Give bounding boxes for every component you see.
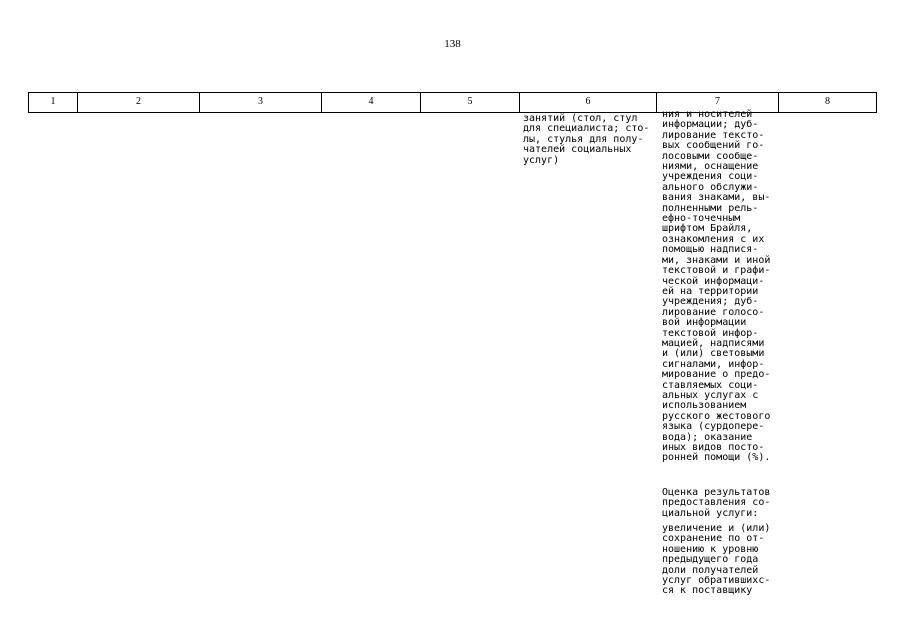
column-header-4: 4 <box>322 93 421 112</box>
column-7-evaluation-heading: Оценка результатов предоставления со- циальной услуги: <box>662 487 771 519</box>
column-header-8: 8 <box>825 96 830 107</box>
column-7-evaluation-text: увеличение и (или) сохранение по от- ношению к уровню предыдущего года доли получателей услуг обратившихс- ся к поставщику <box>662 523 771 597</box>
column-7-text-block: ния и носителей информации; дуб- лирование тексто- вых сообщений го- лосовыми сообще- ниями, оснащение учреждения соци- ального обслужи- вания знаками, вы- полненными рель- ефно-точечным шрифтом Брайля, ознакомления с их помощью надпися- ми, знаками и иной текстовой и графи- ческой информаци- ей на территории учреждения; дуб- лирование голосо- вой информации текстовой инфор- мацией, надписями и (или) световыми сигналами, инфор- мирование о предо- ставляемых соци- альных услугах с использованием русского жестового языка (сурдопере- вода); оказание иных видов посто- ронней помощи (%). <box>662 109 771 464</box>
column-header-5: 5 <box>421 93 520 112</box>
column-header-1: 1 <box>29 93 78 112</box>
column-header-6: 6 <box>520 93 657 112</box>
column-6-text: занятий (стол, стул для специалиста; сто- лы, стулья для полу- чателей социальных услуг) <box>523 113 650 166</box>
column-header-7: 7 <box>657 93 779 112</box>
column-header-2: 2 <box>78 93 200 112</box>
column-header-3: 3 <box>200 93 322 112</box>
page-number: 138 <box>444 38 461 50</box>
